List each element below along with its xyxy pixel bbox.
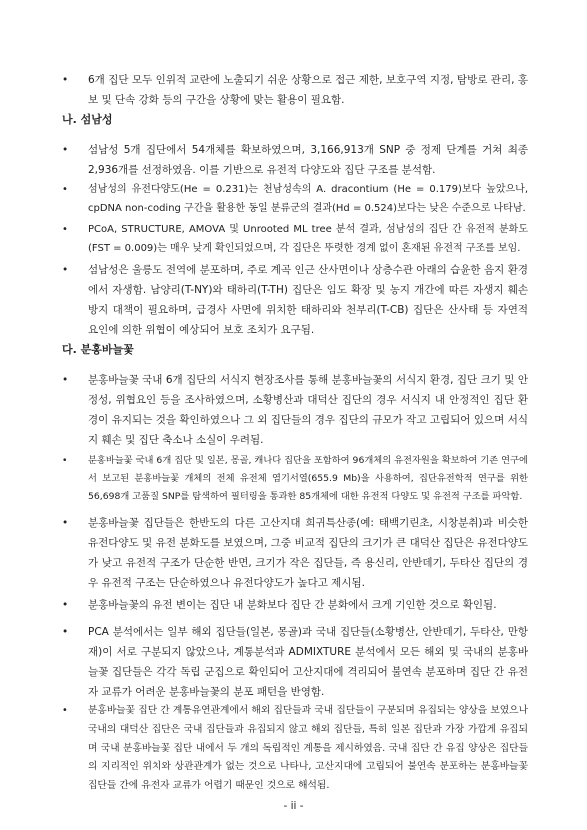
list-item bbox=[62, 702, 528, 796]
list-item bbox=[62, 452, 528, 506]
bullet-marker: • bbox=[62, 264, 69, 276]
list-item bbox=[62, 70, 528, 110]
list-item-text: 6개 집단 모두 인위적 교란에 노출되기 쉬운 상황으로 접근 제한, 보호구역 지정, 탐방로 관리, 홍보 및 단속 강화 등의 구간을 상황에 맞는 활용이 필요함. bbox=[88, 74, 528, 106]
section-heading-seomnamseong: 나. 섬남성 bbox=[62, 113, 113, 126]
bullet-marker: • bbox=[62, 374, 69, 386]
list-item bbox=[62, 220, 528, 258]
list-item bbox=[62, 370, 528, 450]
list-item bbox=[62, 180, 528, 218]
bullet-marker: • bbox=[62, 224, 68, 235]
list-item bbox=[62, 622, 528, 702]
bullet-marker: • bbox=[62, 599, 69, 611]
page-number: - ii - bbox=[283, 800, 304, 812]
bullet-marker: • bbox=[62, 705, 68, 716]
list-item-text: 분홍바늘꽃 집단 간 계통유연관계에서 해외 집단들과 국내 집단들이 구분되며 유집되는 양상을 보였으나 국내의 대덕산 집단은 국내 집단들과 유집되지 않고 해외 집단들, 특히 일본 집단과 가장 가깝게 유집되며 국내 분홍바늘꽃 집단 내에서 두 개의 독립적인 계통을 제시하였음. 국내 집단 간 유집 양상은 집단들의 지리적인 위치와 상관관계가 없는 것으로 나타나, 고산지대에 고립되어 불연속 분포하는 분홍바늘꽃 집단들 간에 유전자 교류가 어렵기 때문인 것으로 해석됨. bbox=[88, 705, 528, 792]
list-item-text: 분홍바늘꽃의 유전 변이는 집단 내 분화보다 집단 간 분화에서 크게 기인한 것으로 확인됨. bbox=[88, 599, 497, 611]
list-item-text: PCA 분석에서는 일부 해외 집단들(일본, 몽골)과 국내 집단들(소황병산, 안반데기, 두타산, 만항재)이 서로 구분되지 않았으나, 계통분석과 ADMIXTURE 분석에서 모든 해외 및 국내의 분홍바늘꽃 집단들은 각각 독립 군집으로 확인되어 고산지대에 격리되어 불연속 분포하며 집단 간 유전자 교류가 어려운 분홍바늘꽃의 분포 패턴을 반영함. bbox=[88, 626, 528, 698]
list-item bbox=[62, 140, 528, 180]
section-heading-bunhong: 다. 분홍바늘꽃 bbox=[62, 343, 134, 356]
bullet-marker: • bbox=[62, 455, 68, 466]
bullet-marker: • bbox=[62, 144, 69, 156]
list-item-text: 섬남성은 울릉도 전역에 분포하며, 주로 계곡 인근 산사면이나 상층수관 아래의 습윤한 음지 환경에서 자생함. 남양리(T-NY)와 태하리(T-TH) 집단은 임도 확장 및 농지 개간에 따른 자생지 훼손 방지 대책이 필요하며, 급경사 사면에 위치한 태하리와 천부리(T-CB) 집단은 산사태 등 자연적 요인에 의한 위협이 예상되어 보호 조치가 요구됨. bbox=[88, 264, 528, 336]
list-item-text: 분홍바늘꽃 국내 6개 집단 및 일본, 몽골, 캐나다 집단을 포함하여 96개체의 유전자원을 확보하여 기존 연구에서 보고된 분홍바늘꽃 개체의 전체 유전체 염기서열(655.9 Mb)을 사용하여, 집단유전학적 연구를 위한 56,698개 고품질 SNP를 탐색하여 필터링을 통과한 85개체에 대한 유전적 다양도 및 유전적 구조를 파악함. bbox=[88, 455, 528, 502]
list-item-text: 섬남성의 유전다양도(He = 0.231)는 천남성속의 A. dracontium (He = 0.179)보다 높았으나, cpDNA non-coding 구간을 활용한 동일 분류군의 결과(Hd = 0.524)보다는 낮은 수준으로 나타남. bbox=[88, 184, 528, 215]
bullet-marker: • bbox=[62, 184, 68, 195]
bullet-marker: • bbox=[62, 517, 69, 529]
list-item bbox=[62, 513, 528, 593]
list-item-text: 분홍바늘꽃 집단들은 한반도의 다른 고산지대 희귀특산종(예: 태백기린초, 시창분취)과 비슷한 유전다양도 및 유전 분화도를 보였으며, 그중 비교적 집단의 크기가 큰 대덕산 집단은 유전다양도가 낮고 유전적 구조가 단순한 반면, 크기가 작은 집단들, 즉 용신리, 안반데기, 두타산 집단의 경우 유전적 구조는 단순하였으나 유전다양도가 높다고 제시됨. bbox=[88, 517, 528, 589]
list-item-text: PCoA, STRUCTURE, AMOVA 및 Unrooted ML tree 분석 결과, 섬남성의 집단 간 유전적 분화도(FST = 0.009)는 매우 낮게 확인되었으며, 각 집단은 뚜렷한 경계 없이 혼재된 유전적 구조를 보임. bbox=[88, 224, 528, 255]
bullet-marker: • bbox=[62, 74, 69, 86]
list-item bbox=[62, 595, 528, 615]
list-item-text: 섬남성 5개 집단에서 54개체를 확보하였으며, 3,166,913개 SNP 중 정제 단계를 거쳐 최종 2,936개를 선정하였음. 이를 기반으로 유전적 다양도와 집단 구조를 분석함. bbox=[88, 144, 528, 176]
list-item-text: 분홍바늘꽃 국내 6개 집단의 서식지 현장조사를 통해 분홍바늘꽃의 서식지 환경, 집단 크기 및 안정성, 위협요인 등을 조사하였으며, 소황병산과 대덕산 집단의 경우 서식지 내 안정적인 집단 환경이 유지되는 것을 확인하였으나 그 외 집단들의 경우 집단의 규모가 작고 고립되어 있으며 서식지 훼손 및 집단 축소나 소실이 우려됨. bbox=[88, 374, 528, 446]
list-item bbox=[62, 260, 528, 340]
bullet-marker: • bbox=[62, 626, 69, 638]
